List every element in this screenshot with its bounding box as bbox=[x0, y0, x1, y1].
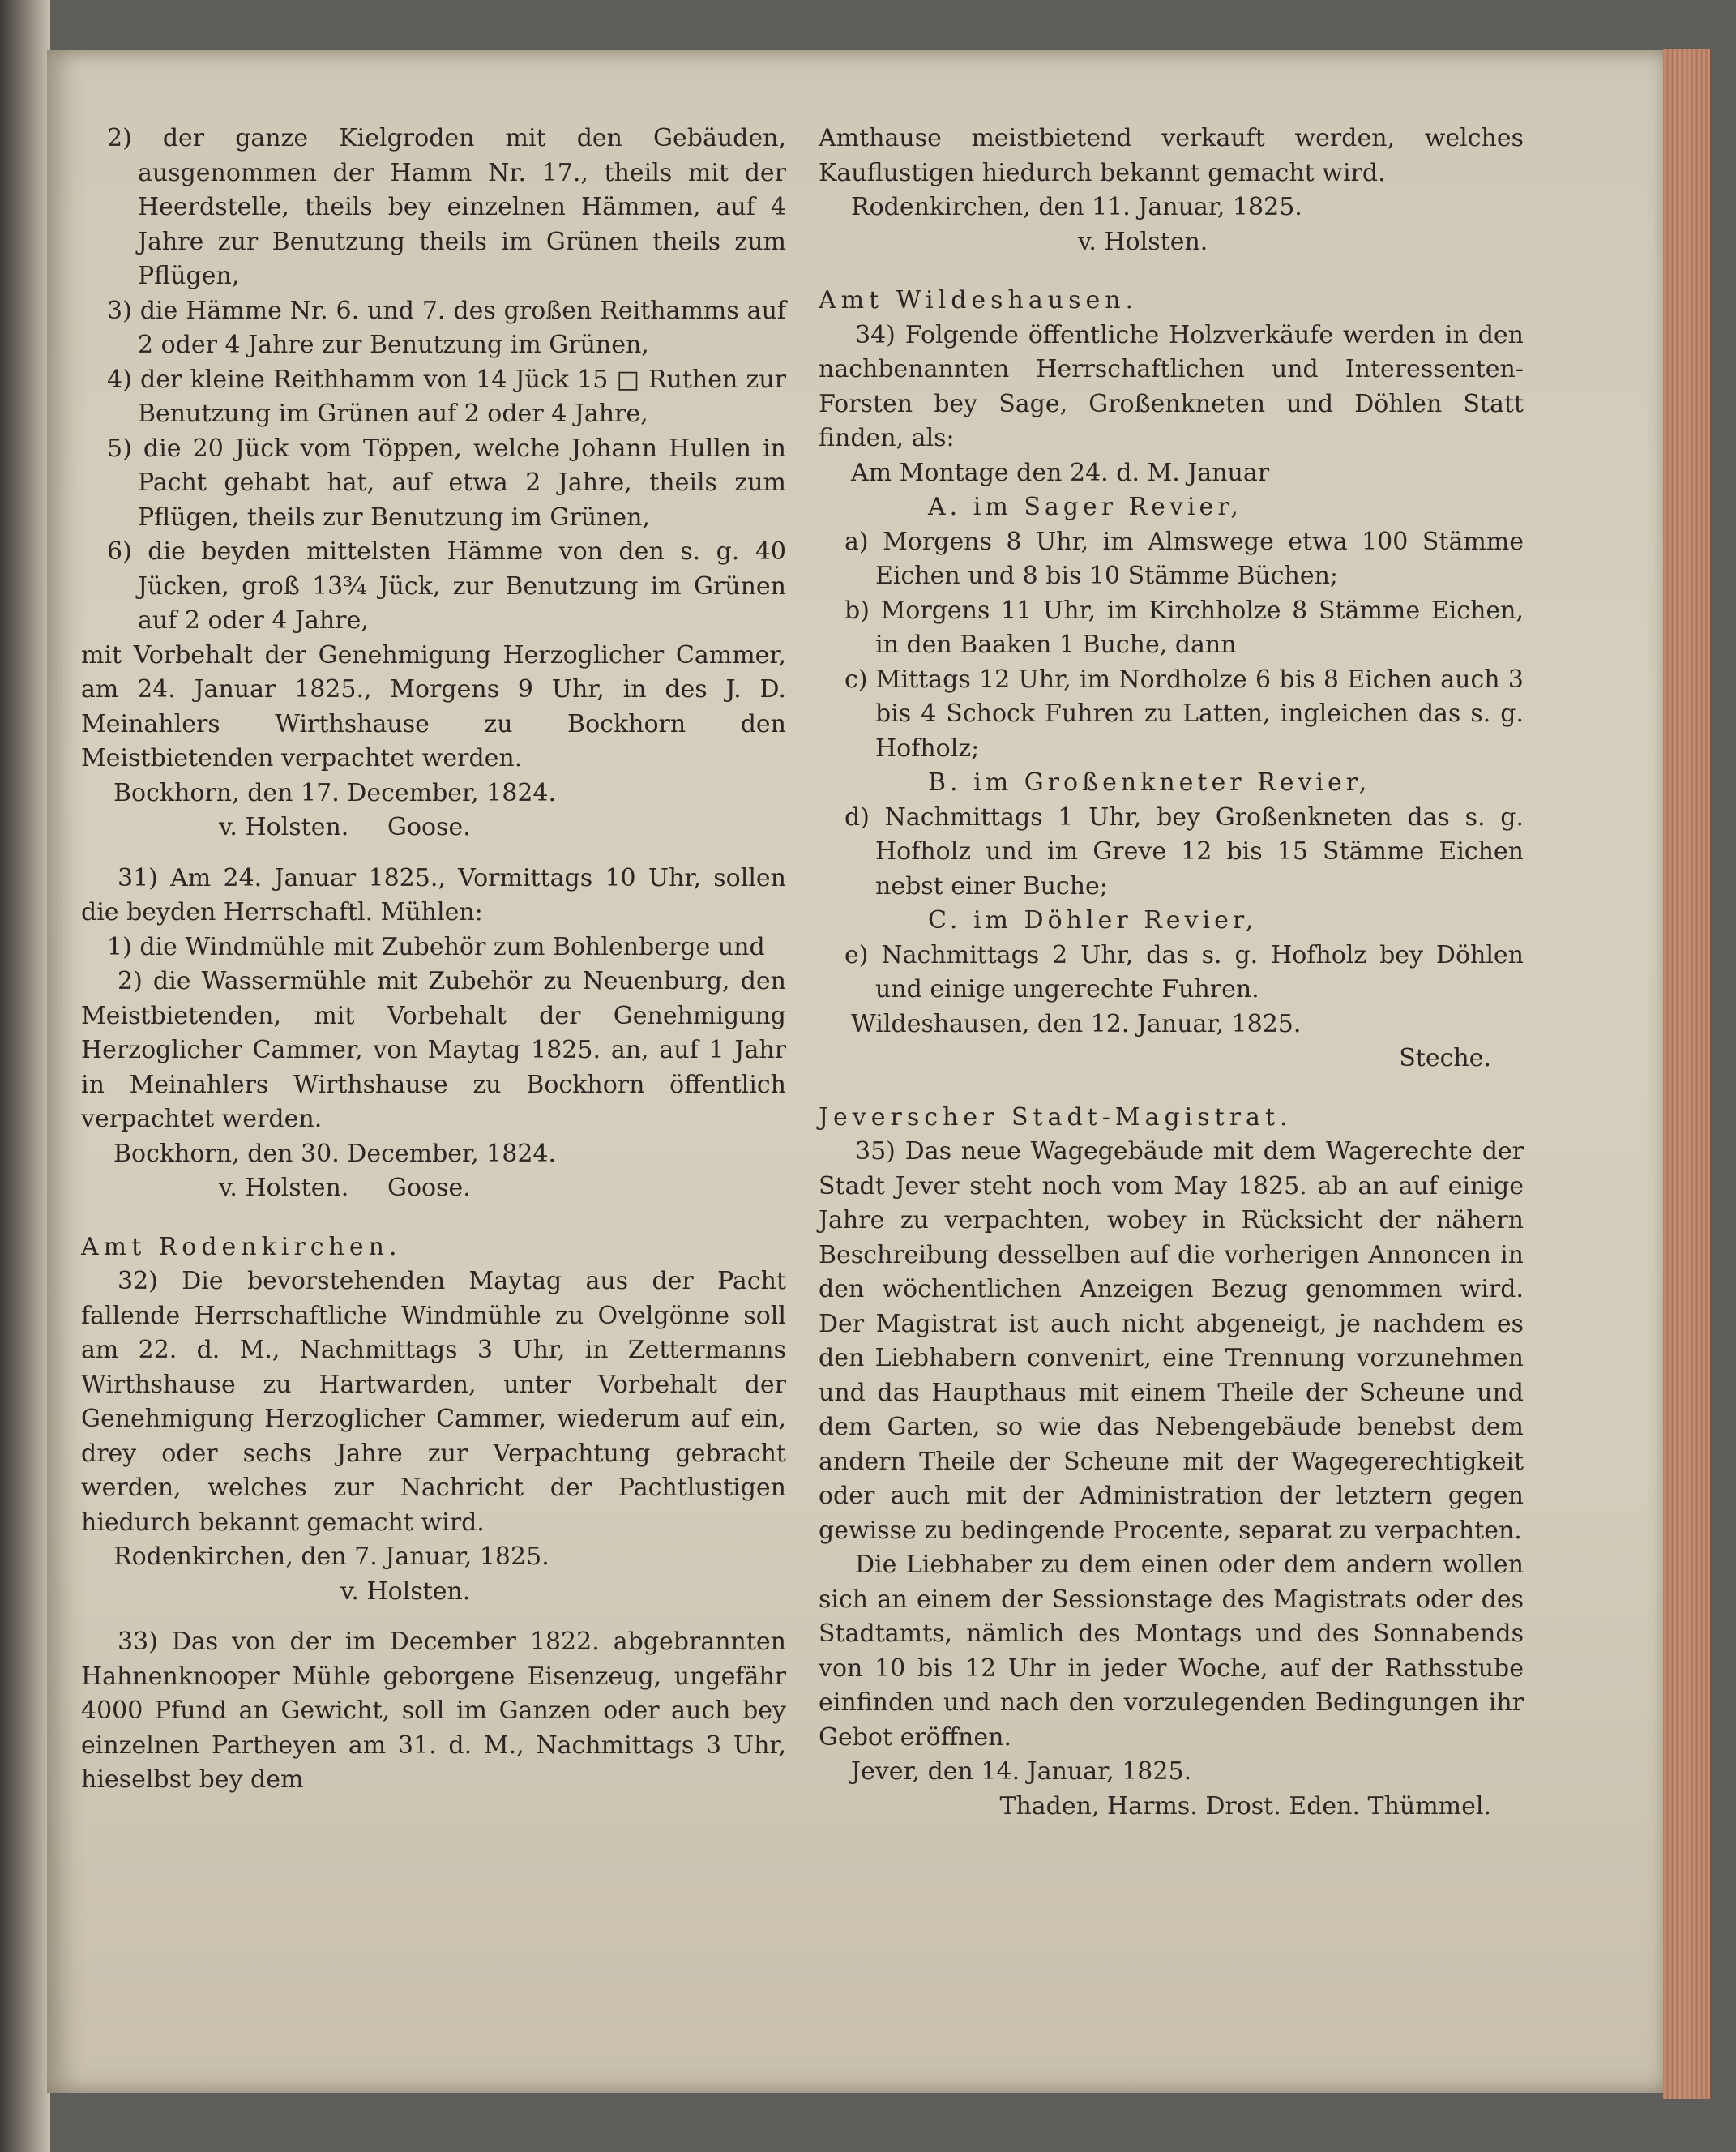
notice-32-text: 32) Die bevorstehenden Maytag aus der Pacht fallende Herrschaftliche Windmühle zu Ovelgönne soll am 22. d. M., Nachmittags 3 Uhr, in Zettermanns Wirthshause zu Hartwarden, unter Vorbehalt der Genehmigung Herzoglicher Cammer, wiederum auf ein, drey oder sechs Jahre zur Verpachtung gebracht werden, welches zur Nachricht der Pachtlustigen hiedurch bekannt gemacht wird. bbox=[81, 1267, 786, 1537]
notice-31-dateline: Bockhorn, den 30. December, 1824. bbox=[113, 1139, 557, 1168]
list-item: a) Morgens 8 Uhr, im Almswege etwa 100 Stämme Eichen und 8 bis 10 Stämme Büchen; bbox=[844, 527, 1524, 590]
notice-31-item: 2) die Wassermühle mit Zubehör zu Neuenburg, den Meistbietenden, mit Vorbehalt der Genehmigung Herzoglicher Cammer, von Maytag 1825. an, auf 1 Jahr in Meinahlers Wirthshause zu Bockhorn öffentlich verpachtet werden. bbox=[81, 967, 786, 1133]
notice-33-text: 33) Das von der im December 1822. abgebrannten Hahnenknooper Mühle geborgene Eisenzeug, ungefähr 4000 Pfund an Gewicht, soll im Ganzen oder auch bey einzelnen Partheyen am 31. d. M., Nachmittags 3 Uhr, hieselbst bey dem bbox=[81, 1628, 786, 1794]
notice-33-continued: Amthause meistbietend verkauft werden, welches Kauflustigen hiedurch bekannt gemacht wird. bbox=[819, 124, 1524, 187]
spacer bbox=[81, 845, 786, 862]
notice-30-signature: v. Holsten. Goose. bbox=[219, 813, 471, 841]
left-text-column bbox=[81, 122, 786, 1798]
notice-33-dateline: Rodenkirchen, den 11. Januar, 1825. bbox=[851, 193, 1302, 221]
list-item: 2) der ganze Kielgroden mit den Gebäuden, ausgenommen der Hamm Nr. 17., theils mit der Heerdstelle, theils bey einzelnen Hämmen, auf 4 Jahre zur Benutzung theils im Grünen theils zum Pflügen, bbox=[107, 124, 786, 290]
notice-35-dateline: Jever, den 14. Januar, 1825. bbox=[851, 1757, 1192, 1786]
spacer bbox=[81, 1609, 786, 1625]
notice-34-signature: Steche. bbox=[1399, 1044, 1491, 1072]
list-item: b) Morgens 11 Uhr, im Kirchholze 8 Stämme Eichen, in den Baaken 1 Buche, dann bbox=[844, 596, 1524, 659]
notice-34-subheading-c: C. im Döhler Revier, bbox=[928, 906, 1258, 935]
notice-32-signature: v. Holsten. bbox=[340, 1577, 471, 1606]
notice-35-text: Die Liebhaber zu dem einen oder dem andern wollen sich an einem der Sessionstage des Magistrats oder des Stadtamts, nämlich des Montags und des Sonnabends von 10 bis 12 Uhr in jeder Woche, auf der Rathsstube einfinden und nach den vorzulegenden Bedingungen ihr Gebot eröffnen. bbox=[819, 1551, 1524, 1752]
list-item: 4) der kleine Reithhamm von 14 Jück 15 □ Ruthen zur Benutzung im Grünen auf 2 oder 4 Jahre, bbox=[107, 365, 786, 428]
section-heading-wildeshausen: Amt Wildeshausen. bbox=[819, 286, 1139, 314]
list-item: c) Mittags 12 Uhr, im Nordholze 6 bis 8 Eichen auch 3 bis 4 Schock Fuhren zu Latten, ingleichen das s. g. Hofholz; bbox=[844, 665, 1524, 763]
notice-34-subheading-a: A. im Sager Revier, bbox=[928, 493, 1242, 521]
page-fore-edge bbox=[1663, 49, 1712, 2099]
section-heading-rodenkirchen: Amt Rodenkirchen. bbox=[81, 1232, 402, 1261]
notice-34-intro: 34) Folgende öffentliche Holzverkäufe werden in den nachbenannten Herrschaftlichen und Interessenten-Forsten bey Sage, Großenkneten und Döhlen Statt finden, als: bbox=[819, 320, 1524, 452]
notice-31-intro: 31) Am 24. Januar 1825., Vormittags 10 Uhr, sollen die beyden Herrschaftl. Mühlen: bbox=[81, 863, 786, 926]
list-item: 5) die 20 Jück vom Töppen, welche Johann Hullen in Pacht gehabt hat, auf etwa 2 Jahre, theils zum Pflügen, theils zur Benutzung im Grünen, bbox=[107, 434, 786, 532]
notice-31-signature: v. Holsten. Goose. bbox=[219, 1174, 471, 1202]
notice-32-dateline: Rodenkirchen, den 7. Januar, 1825. bbox=[113, 1542, 549, 1571]
list-item: e) Nachmittags 2 Uhr, das s. g. Hofholz bey Döhlen und einige ungerechte Fuhren. bbox=[844, 940, 1524, 1003]
left-page-gutter bbox=[0, 0, 50, 2152]
notice-30-text: mit Vorbehalt der Genehmigung Herzoglicher Cammer, am 24. Januar 1825., Morgens 9 Uhr, in des J. D. Meinahlers Wirthshause zu Bockhorn den Meistbietenden verpachtet werden. bbox=[81, 640, 786, 772]
notice-35-signature: Thaden, Harms. Drost. Eden. Thümmel. bbox=[999, 1791, 1491, 1820]
notice-34-day: Am Montage den 24. d. M. Januar bbox=[851, 458, 1270, 487]
notice-31-item: 1) die Windmühle mit Zubehör zum Bohlenberge und bbox=[107, 932, 765, 961]
list-item: 3) die Hämme Nr. 6. und 7. des großen Reithamms auf 2 oder 4 Jahre zur Benutzung im Grünen, bbox=[107, 296, 786, 359]
section-heading-jever: Jeverscher Stadt-Magistrat. bbox=[819, 1102, 1293, 1132]
list-item: 6) die beyden mittelsten Hämme von den s. g. 40 Jücken, groß 13¾ Jück, zur Benutzung im Grünen auf 2 oder 4 Jahre, bbox=[107, 537, 786, 635]
right-text-column bbox=[819, 122, 1524, 1824]
notice-34-dateline: Wildeshausen, den 12. Januar, 1825. bbox=[851, 1009, 1302, 1038]
list-item: d) Nachmittags 1 Uhr, bey Großenkneten das s. g. Hofholz und im Greve 12 bis 15 Stämme Eichen nebst einer Buche; bbox=[844, 802, 1524, 901]
notice-30-dateline: Bockhorn, den 17. December, 1824. bbox=[113, 778, 557, 807]
notice-34-subheading-b: B. im Großenkneter Revier, bbox=[928, 768, 1371, 797]
notice-33-signature: v. Holsten. bbox=[1078, 227, 1208, 256]
notice-35-text: 35) Das neue Wagegebäude mit dem Wagerechte der Stadt Jever steht noch vom May 1825. ab an auf einige Jahre zu verpachten, wobey in Rücksicht der nähern Beschreibung desselben auf die vorherigen Annoncen in den wöchentlichen Anzeigen Bezug genommen wird. Der Magistrat ist auch nicht abgeneigt, je nachdem es den Liebhabern convenirt, eine Trennung vorzunehmen und das Haupthaus mit einem Theile der Scheune und dem Garten, so wie das Nebengebäude benebst dem andern Theile der Scheune mit der Wagegerechtigkeit oder auch mit der Administration der letztern gegen gewisse zu bedingende Procente, separat zu verpachten. bbox=[819, 1137, 1524, 1545]
